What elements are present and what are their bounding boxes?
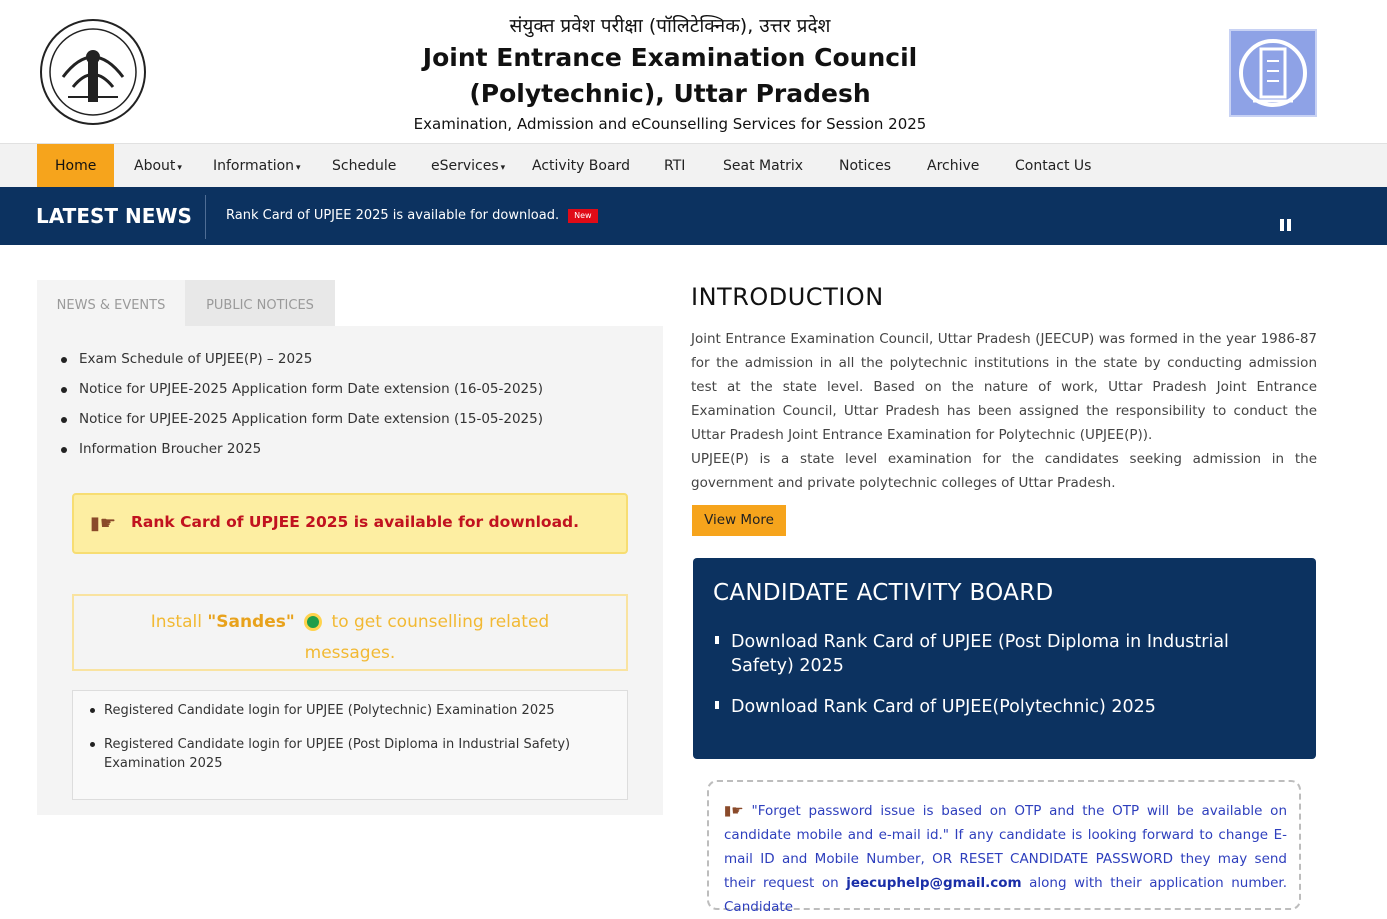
news-ticker-item[interactable] xyxy=(226,187,598,245)
nav-rti[interactable] xyxy=(664,144,685,188)
chevron-down-icon: ▾ xyxy=(296,163,301,173)
news-ticker-text: Rank Card of UPJEE 2025 is available for download. xyxy=(226,208,560,223)
jeecup-logo-icon[interactable] xyxy=(1229,29,1317,117)
nav-about-label: About xyxy=(134,158,176,174)
news-list-item[interactable]: Information Broucher 2025 xyxy=(61,434,543,464)
news-list-item[interactable]: Notice for UPJEE-2025 Application form Date extension (16-05-2025) xyxy=(61,374,543,404)
header-titles xyxy=(350,12,990,134)
nav-home[interactable] xyxy=(37,144,114,188)
intro-title: INTRODUCTION xyxy=(691,283,884,311)
nav-eservices[interactable] xyxy=(431,144,505,188)
news-list-item[interactable]: Notice for UPJEE-2025 Application form Date extension (15-05-2025) xyxy=(61,404,543,434)
news-list-item[interactable]: Exam Schedule of UPJEE(P) – 2025 xyxy=(61,344,543,374)
rank-card-notice-text: Rank Card of UPJEE 2025 is available for download. xyxy=(131,513,580,531)
sandes-line2: messages. xyxy=(304,643,396,663)
nav-schedule-label: Schedule xyxy=(332,158,397,174)
pointing-hand-icon: ▮☛ xyxy=(724,803,744,819)
tab-news-events[interactable]: NEWS & EVENTS xyxy=(37,280,185,326)
activity-board-list xyxy=(731,630,1291,736)
hindi-title: संयुक्त प्रवेश परीक्षा (पॉलिटेक्निक), उत्तर प्रदेश xyxy=(509,15,831,37)
news-panel xyxy=(37,326,663,815)
password-notice-box xyxy=(707,780,1301,915)
news-list xyxy=(61,344,543,464)
view-more-button[interactable]: View More xyxy=(692,505,786,536)
sandes-suffix: to get counselling related xyxy=(331,612,550,632)
latest-news-bar xyxy=(0,187,1387,245)
tab-public-notices[interactable]: PUBLIC NOTICES xyxy=(185,280,335,326)
nav-archive-label: Archive xyxy=(927,158,980,174)
sandes-line1 xyxy=(74,607,626,638)
header-subtitle: Examination, Admission and eCounselling Services for Session 2025 xyxy=(413,115,927,133)
nav-information[interactable] xyxy=(213,144,301,188)
rank-card-notice[interactable] xyxy=(72,493,628,554)
pointing-hand-icon: ▮☛ xyxy=(90,513,117,533)
activity-board-link[interactable]: Download Rank Card of UPJEE(Polytechnic) 2025 xyxy=(731,695,1291,719)
nav-schedule[interactable] xyxy=(332,144,396,188)
intro-paragraph-1: Joint Entrance Examination Council, Uttar Pradesh (JEECUP) was formed in the year 1986-87 for the admission in all the polytechnic institutions in the state by conducting admission test at the state level. Based on the nature of work, Uttar Pradesh Joint Entrance Examination Council, Uttar Pradesh has been assigned the responsibility to conduct the Uttar Pradesh Joint Entrance Examination for Polytechnic (UPJEE(P)). xyxy=(691,331,1317,443)
main-nav xyxy=(0,143,1387,187)
chevron-down-icon: ▾ xyxy=(500,163,506,173)
nav-information-label: Information xyxy=(213,158,295,174)
nav-contact-us[interactable] xyxy=(1015,144,1091,188)
sandes-app-icon xyxy=(304,613,322,631)
activity-board-link[interactable]: Download Rank Card of UPJEE (Post Diploma in Industrial Safety) 2025 xyxy=(731,630,1291,678)
pause-icon[interactable] xyxy=(1280,219,1292,231)
login-link[interactable]: Registered Candidate login for UPJEE (Polytechnic) Examination 2025 xyxy=(99,701,599,720)
candidate-activity-board xyxy=(693,558,1316,759)
activity-board-title: CANDIDATE ACTIVITY BOARD xyxy=(713,580,1054,606)
nav-contact-label: Contact Us xyxy=(1015,158,1092,174)
nav-notices[interactable] xyxy=(839,144,891,188)
intro-paragraph-2: UPJEE(P) is a state level examination for the candidates seeking admission in the government and private polytechnic colleges of Uttar Pradesh. xyxy=(691,451,1317,491)
council-title-line1: Joint Entrance Examination Council xyxy=(422,43,918,72)
intro-text xyxy=(691,327,1317,495)
chevron-down-icon: ▾ xyxy=(177,163,182,173)
sandes-app-name: "Sandes" xyxy=(207,612,295,632)
password-notice-text xyxy=(724,799,1287,919)
nav-rti-label: RTI xyxy=(664,158,686,174)
sandes-promo[interactable] xyxy=(72,594,628,671)
nav-about[interactable] xyxy=(134,144,182,188)
nav-eservices-label: eServices xyxy=(431,158,499,174)
nav-notices-label: Notices xyxy=(839,158,892,174)
login-link[interactable]: Registered Candidate login for UPJEE (Post Diploma in Industrial Safety) Examination 2025 xyxy=(99,735,599,773)
nav-archive[interactable] xyxy=(927,144,979,188)
new-badge: New xyxy=(568,209,597,223)
candidate-login-box xyxy=(72,690,628,800)
nav-seat-matrix-label: Seat Matrix xyxy=(723,158,804,174)
sandes-prefix: Install xyxy=(150,612,202,632)
council-title-line2: (Polytechnic), Uttar Pradesh xyxy=(469,79,871,108)
latest-news-label: LATEST NEWS xyxy=(36,204,192,228)
help-email-link[interactable]: jeecuphelp@gmail.com xyxy=(846,875,1022,891)
nav-activity-board-label: Activity Board xyxy=(532,158,630,174)
nav-home-label: Home xyxy=(55,158,97,174)
nav-activity-board[interactable] xyxy=(532,144,630,188)
login-links-list xyxy=(99,701,599,788)
password-notice-tail: along with their application number. Candidate xyxy=(724,875,1287,915)
nav-seat-matrix[interactable] xyxy=(723,144,803,188)
emblem-logo-icon[interactable] xyxy=(38,17,148,127)
site-header xyxy=(0,0,1387,143)
news-divider xyxy=(205,195,206,239)
password-notice-body: "Forget password issue is based on OTP and the OTP will be available on candidate mobile and e-mail id." If any candidate is looking forward to change E-mail ID and Mobile Number, OR RESET CANDIDATE PASSWORD they may send their request on xyxy=(724,803,1287,891)
